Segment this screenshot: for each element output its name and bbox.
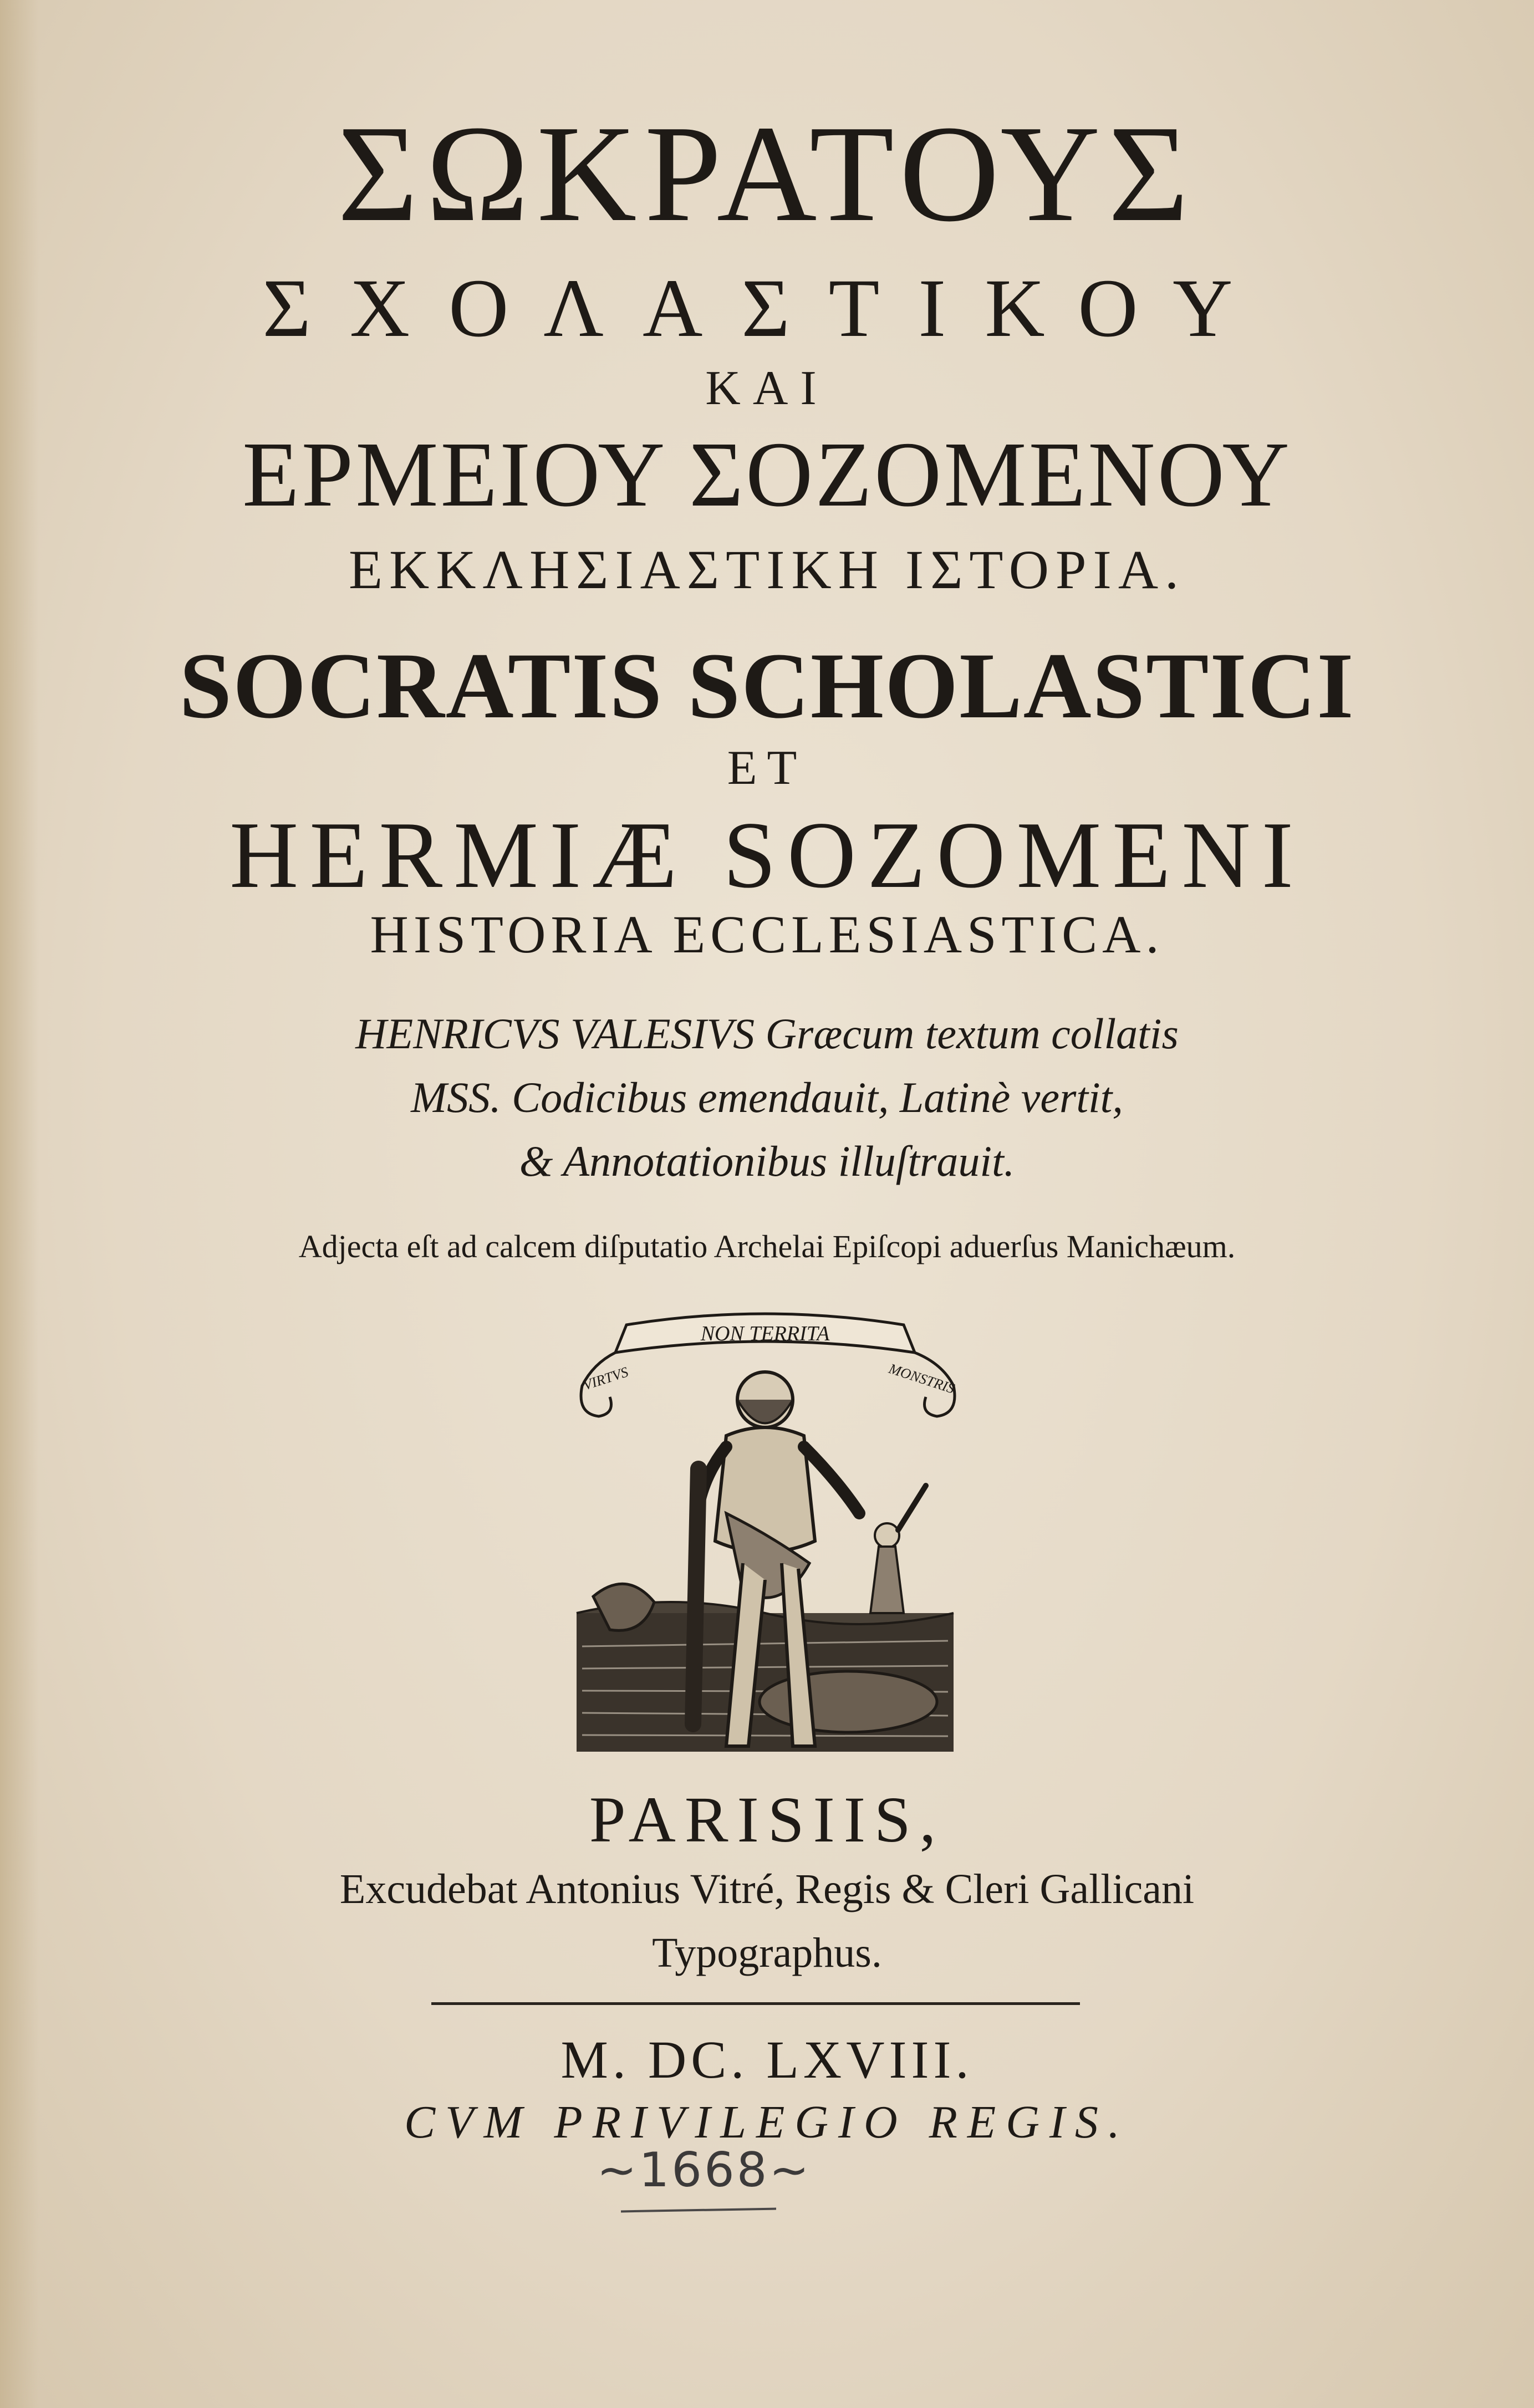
- greek-author-names: ΕΡΜΕΙΟΥ ΣΟΖΟΜΕΝΟΥ: [242, 423, 1292, 526]
- club: [693, 1469, 699, 1724]
- imprint-place: PARISIIS,: [589, 1783, 945, 1856]
- motto-right: MONSTRIS: [886, 1360, 957, 1397]
- latin-conjunction: ET: [727, 741, 807, 795]
- handwritten-underline: [621, 2208, 776, 2213]
- motto-top: NON TERRITA: [700, 1322, 830, 1345]
- editor-line-3: & Annotationibus illuſtrauit.: [519, 1137, 1015, 1185]
- greek-history-title: ΕΚΚΛΗΣΙΑΣΤΙΚΗ ΙΣΤΟΡΙΑ.: [348, 539, 1186, 600]
- royal-privilege: CVM PRIVILEGIO REGIS.: [404, 2096, 1130, 2148]
- imprint-printer-line-1: Excudebat Antonius Vitré, Regis & Cleri Gallicani: [339, 1866, 1195, 1912]
- greek-title: ΣΩΚΡΑΤΟΥΣ: [337, 97, 1197, 251]
- editor-line-1: HENRICVS VALESIVS Græcum textum collatis: [355, 1009, 1179, 1058]
- imprint-printer-line-2: Typographus.: [652, 1930, 882, 1976]
- fallen-monster: [760, 1671, 937, 1732]
- horizontal-rule: [431, 2002, 1080, 2005]
- editor-line-2: MSS. Codicibus emendauit, Latinè vertit,: [411, 1073, 1123, 1121]
- latin-author-names: HERMIÆ SOZOMENI: [230, 803, 1304, 908]
- latin-title: SOCRATIS SCHOLASTICI: [179, 634, 1355, 738]
- greek-conjunction: ΚΑΙ: [705, 361, 829, 415]
- printers-device-woodcut: [560, 1303, 970, 1763]
- motto-left: VIRTVS: [581, 1364, 630, 1394]
- handwritten-date: ~1668~: [597, 2142, 812, 2198]
- small-figure: [870, 1486, 926, 1613]
- appendix-note: Adjecta eſt ad calcem diſputatio Archelai Epiſcopi aduerſus Manichæum.: [298, 1228, 1236, 1264]
- imprint-year: M. DC. LXVIII.: [560, 2030, 974, 2089]
- latin-history-title: HISTORIA ECCLESIASTICA.: [370, 905, 1164, 964]
- greek-subtitle: ΣΧΟΛΑΣΤΙΚΟΥ: [262, 262, 1272, 354]
